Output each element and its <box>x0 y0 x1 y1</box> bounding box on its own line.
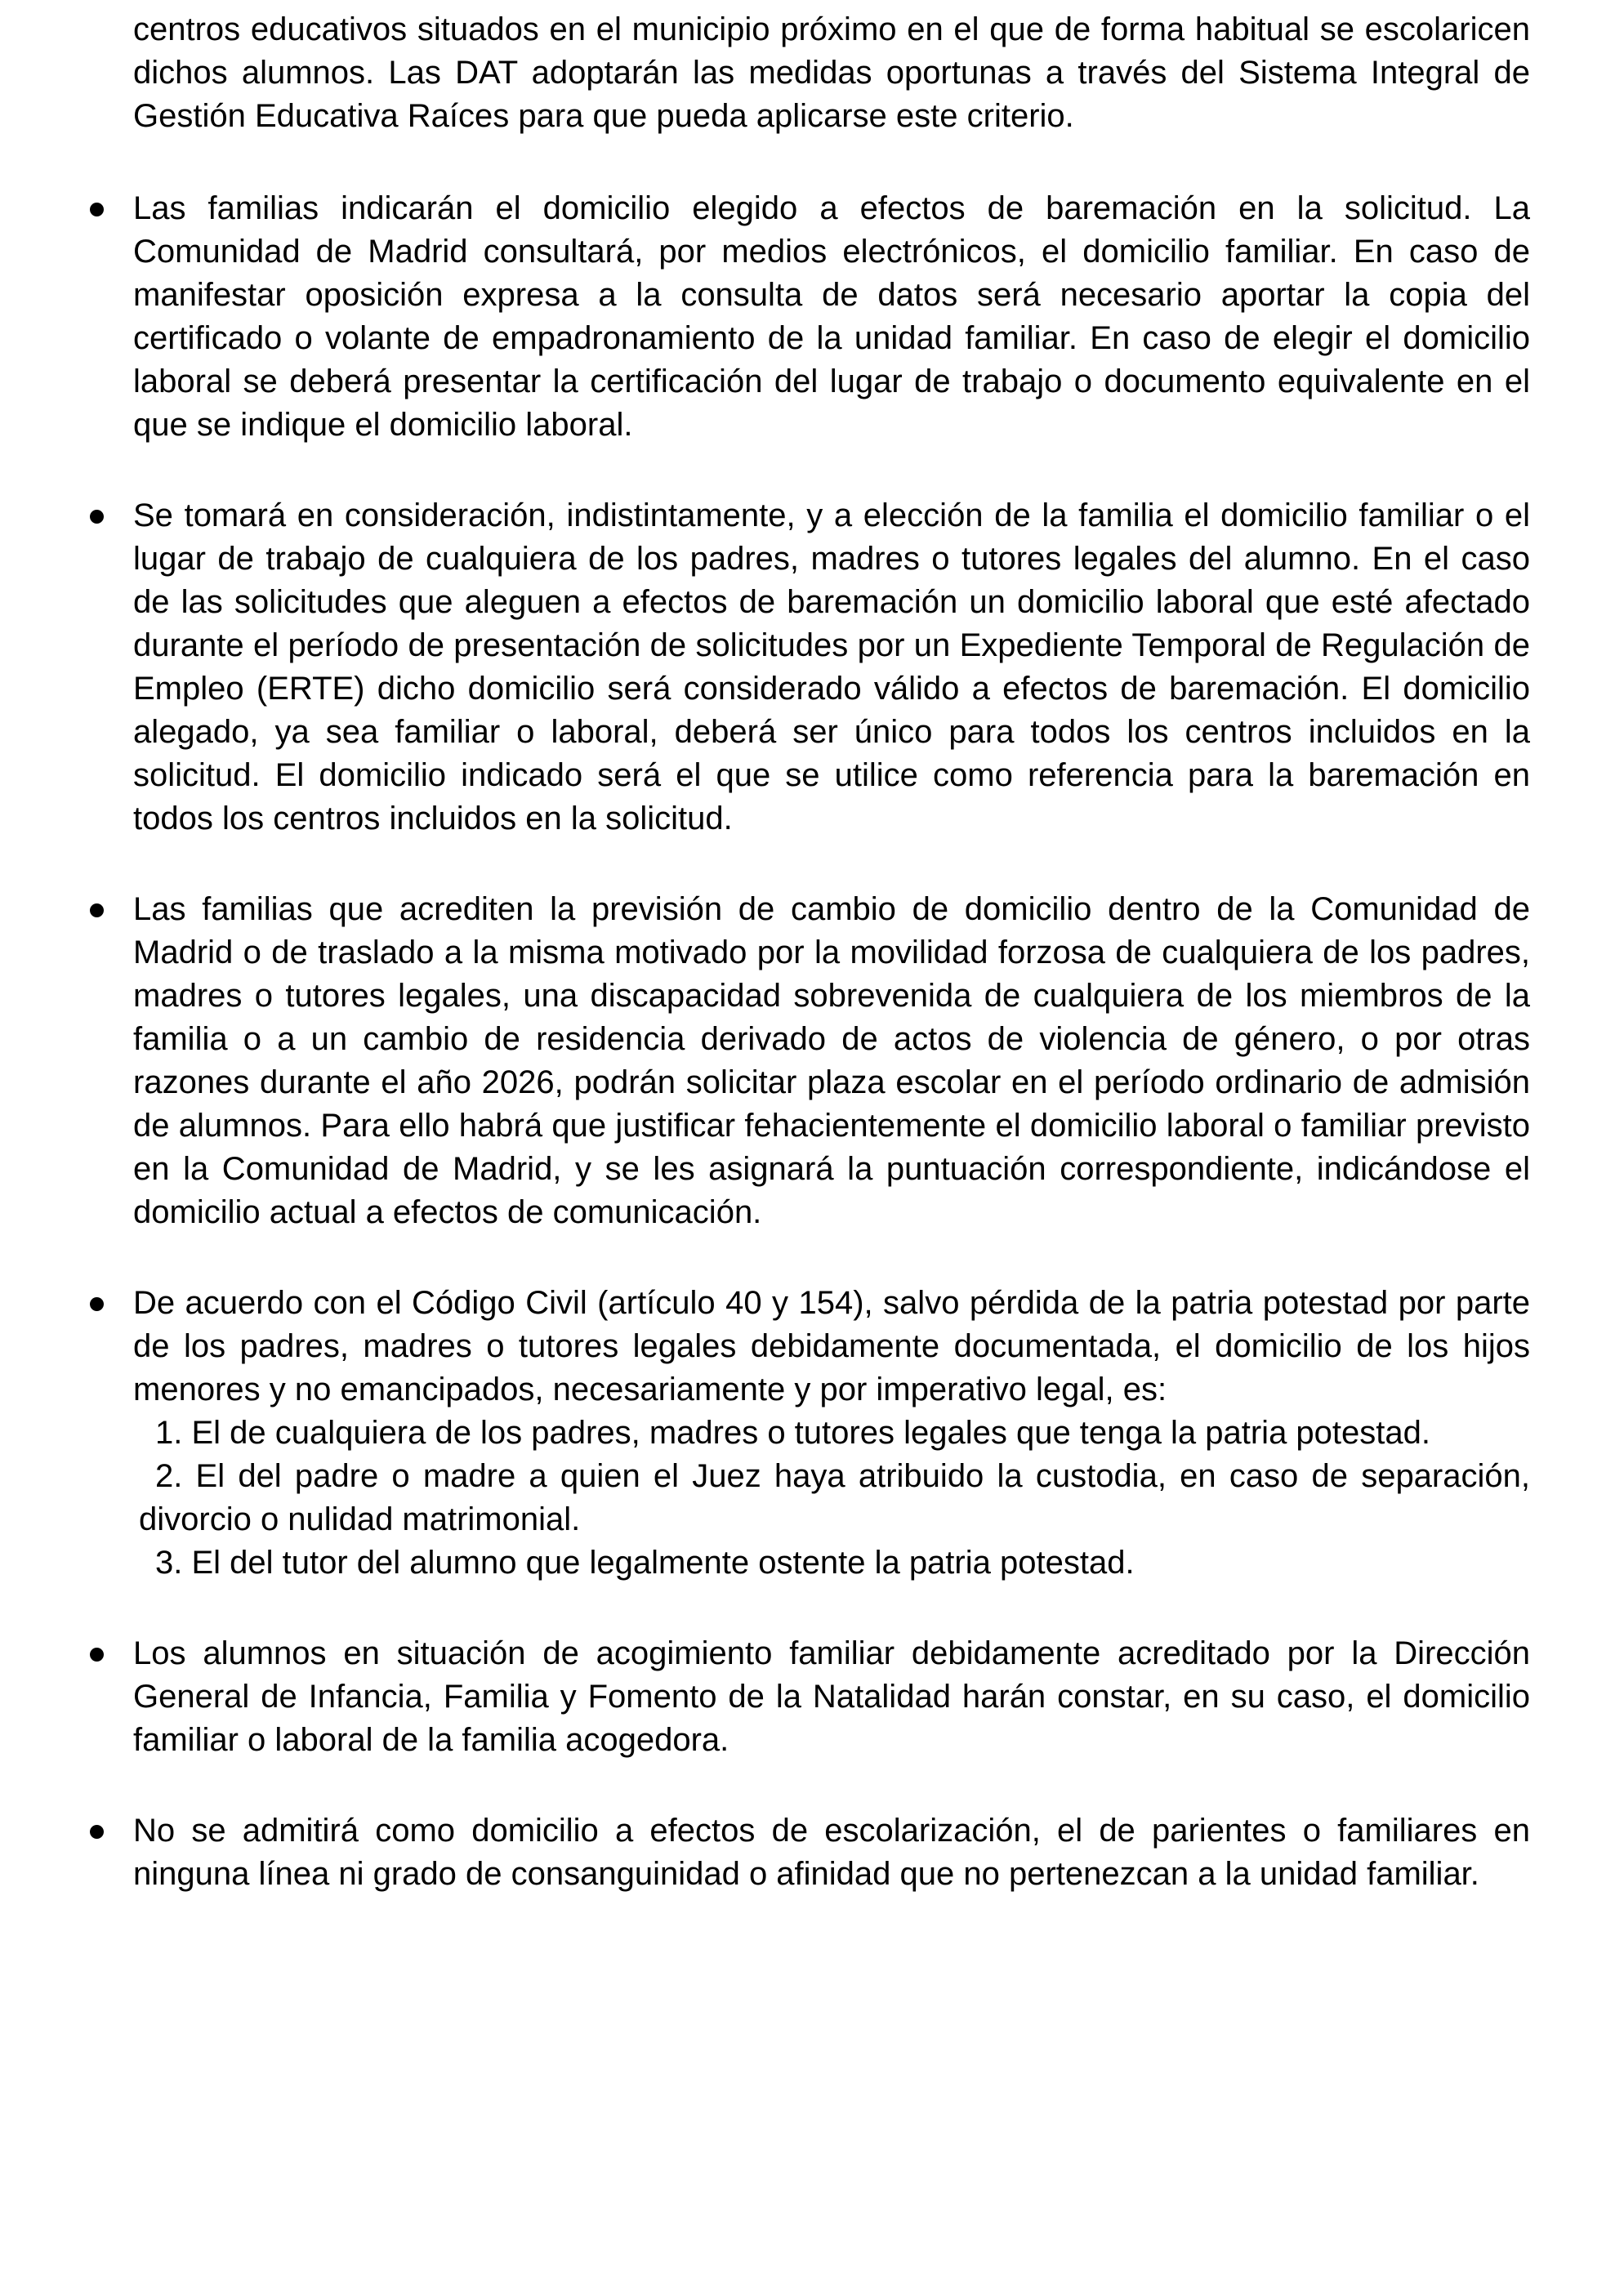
bullet-icon <box>90 203 104 216</box>
bullet-text: Las familias indicarán el domicilio elegido a efectos de baremación en la solicitud. La Comunidad de Madrid consultará, por medios electrónicos, el domicilio familiar. En caso de manifestar oposición expresa a la consulta de datos será necesario aportar la copia del certificado o volante de empadronamiento de la unidad familiar. En caso de elegir el domicilio laboral se deberá presentar la certificación del lugar de trabajo o documento equivalente en el que se indique el domicilio laboral. <box>133 190 1530 443</box>
bullet-icon <box>90 1297 104 1311</box>
bullet-item-domicilio-no-admitido <box>133 1809 1530 1896</box>
bullet-item-domicilio-elegido <box>133 187 1530 447</box>
bullet-text: Se tomará en consideración, indistintamente, y a elección de la familia el domicilio familiar o el lugar de trabajo de cualquiera de los padres, madres o tutores legales del alumno. En el caso de las solicitudes que aleguen a efectos de baremación un domicilio laboral que esté afectado durante el período de presentación de solicitudes por un Expediente Temporal de Regulación de Empleo (ERTE) dicho domicilio será considerado válido a efectos de baremación. El domicilio alegado, ya sea familiar o laboral, deberá ser único para todos los centros incluidos en la solicitud. El domicilio indicado será el que se utilice como referencia para la baremación en todos los centros incluidos en la solicitud. <box>133 497 1530 836</box>
bullet-text: Las familias que acrediten la previsión de cambio de domicilio dentro de la Comunidad de Madrid o de traslado a la misma motivado por la movilidad forzosa de cualquiera de los padres, madres o tutores legales, una discapacidad sobrevenida de cualquiera de los miembros de la familia o a un cambio de residencia derivado de actos de violencia de género, o por otras razones durante el año 2026, podrán solicitar plaza escolar en el período ordinario de admisión de alumnos. Para ello habrá que justificar fehacientemente el domicilio laboral o familiar previsto en la Comunidad de Madrid, y se les asignará la puntuación correspondiente, indicándose el domicilio actual a efectos de comunicación. <box>133 891 1530 1230</box>
bullet-icon <box>90 1648 104 1662</box>
numbered-item-3: 3. El del tutor del alumno que legalmente ostente la patria potestad. <box>155 1545 1135 1581</box>
bullet-text: No se admitirá como domicilio a efectos de escolarización, el de parientes o familiares en ninguna línea ni grado de consanguinidad o afinidad que no pertenezcan a la unidad familiar. <box>133 1813 1530 1892</box>
bullet-text: Los alumnos en situación de acogimiento familiar debidamente acreditado por la Dirección General de Infancia, Familia y Fomento de la Natalidad harán constar, en su caso, el domicilio familiar o laboral de la familia acogedora. <box>133 1635 1530 1758</box>
numbered-item-2: 2. El del padre o madre a quien el Juez haya atribuido la custodia, en caso de separación, divorcio o nulidad matrimonial. <box>139 1458 1530 1537</box>
bullet-icon <box>90 510 104 524</box>
bullet-icon <box>90 903 104 917</box>
numbered-item-1: 1. El de cualquiera de los padres, madres o tutores legales que tenga la patria potestad. <box>155 1415 1430 1451</box>
bullet-item-cambio-domicilio <box>133 888 1530 1234</box>
bullet-item-domicilio-familiar-laboral <box>133 494 1530 841</box>
bullet-item-acogimiento-familiar <box>133 1632 1530 1762</box>
bullet-icon <box>90 1825 104 1839</box>
document-content <box>133 8 1530 1943</box>
bullet-text: De acuerdo con el Código Civil (artículo 40 y 154), salvo pérdida de la patria potestad por parte de los padres, madres o tutores legales debidamente documentada, el domicilio de los hijos menores y no emancipados, necesariamente y por imperativo legal, es: <box>133 1285 1530 1407</box>
numbered-sub-list <box>133 1412 1530 1585</box>
bullet-item-codigo-civil <box>133 1282 1530 1585</box>
intro-paragraph: centros educativos situados en el municipio próximo en el que de forma habitual se escolaricen dichos alumnos. Las DAT adoptarán las medidas oportunas a través del Sistema Integral de Gestión Educativa Raíces para que pueda aplicarse este criterio. <box>133 11 1530 134</box>
